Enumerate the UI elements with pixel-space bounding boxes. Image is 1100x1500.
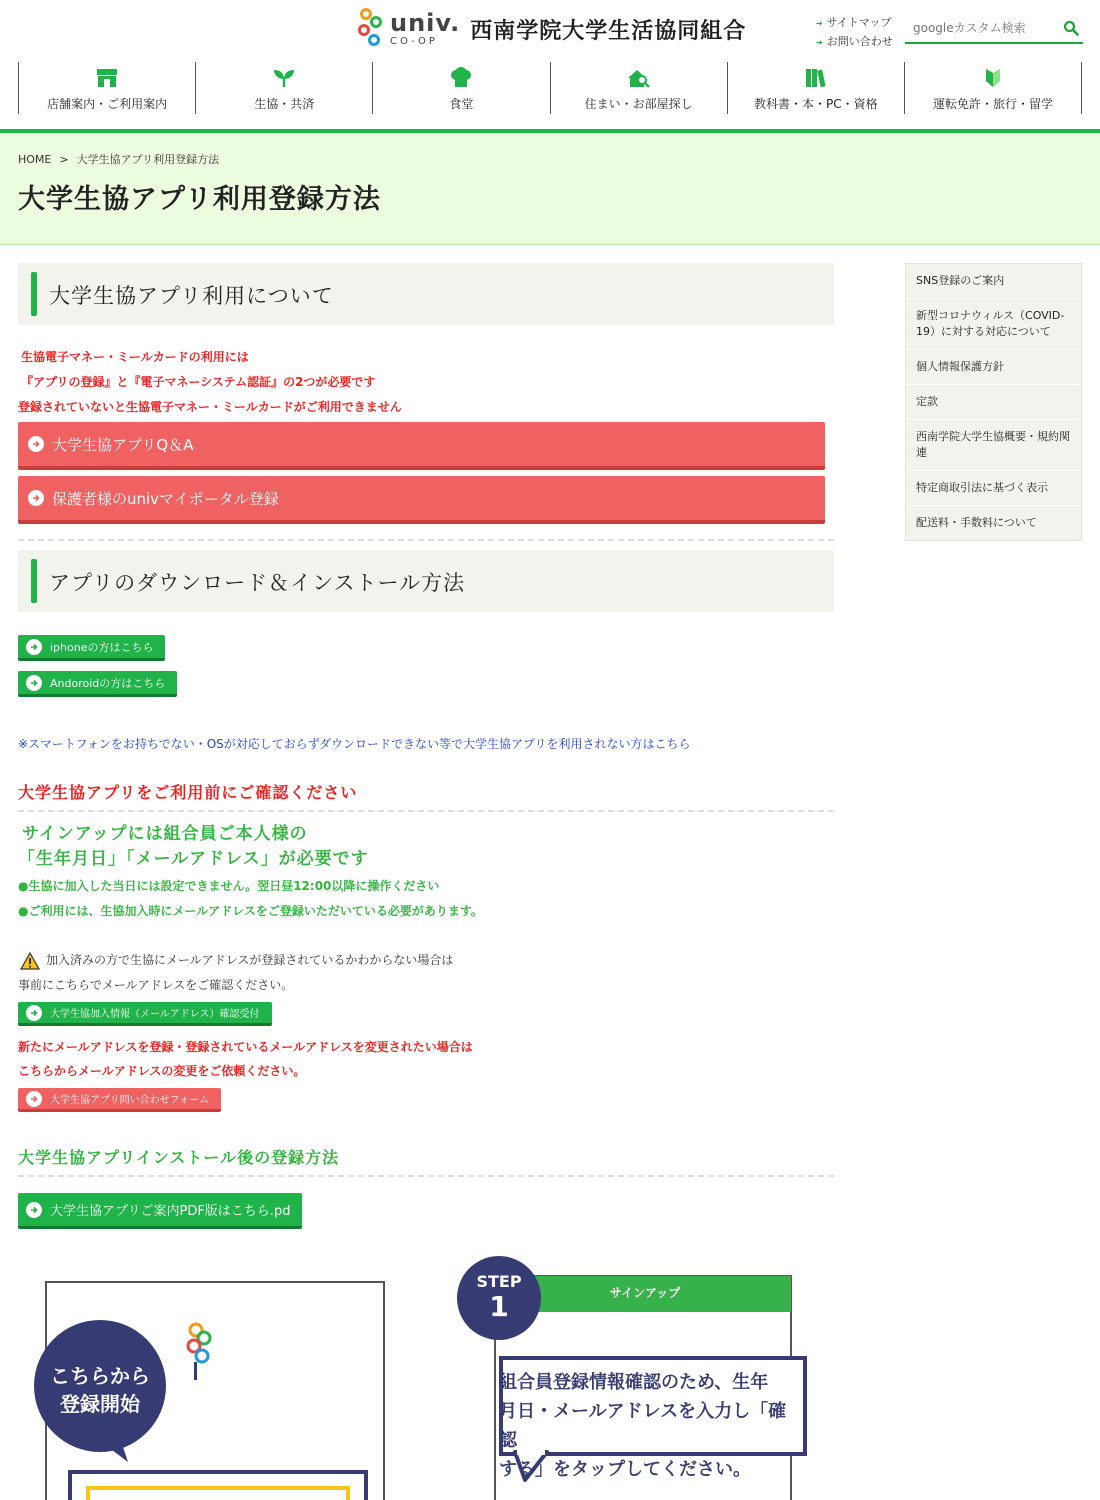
iphone-download-button[interactable] [18, 635, 165, 661]
nav-item-books[interactable] [727, 62, 904, 114]
membership-email-check-button[interactable] [18, 1002, 272, 1026]
step-title: サインアップ [609, 1286, 681, 1300]
signup-requirement: サインアップには組合員ご本人様の [22, 824, 308, 844]
start-registration-bubble [34, 1362, 166, 1418]
app-inquiry-form-button[interactable] [18, 1088, 221, 1112]
logo-word: univ. [390, 9, 461, 37]
beginner-mark-icon [981, 67, 1005, 89]
arrow-circle-icon [26, 1202, 42, 1218]
confirm-heading: 大学生協アプリをご利用前にご確認ください [18, 783, 358, 802]
email-change-notice: 新たにメールアドレスを登録・登録されているメールアドレスを変更されたい場合は [18, 1040, 473, 1054]
email-change-notice: こちらからメールアドレスの変更をご依頼ください。 [18, 1064, 306, 1078]
sidebar-item-overview[interactable]: 西南学院大学生協概要・規約関連 [906, 420, 1081, 471]
top-links [816, 14, 893, 52]
site-name: 西南学院大学生活協同組合 [470, 18, 747, 44]
breadcrumb-current: 大学生協アプリ利用登録方法 [76, 153, 220, 166]
breadcrumb-home[interactable]: HOME [18, 153, 52, 166]
sidebar-item-shipping[interactable]: 配送料・手数料について [916, 516, 1037, 529]
button-label: 大学生協アプリ問い合わせフォーム [50, 1095, 210, 1106]
arrow-circle-icon [28, 436, 44, 452]
button-label: iphoneの方はこちら [50, 640, 154, 654]
breadcrumb-separator: > [59, 153, 69, 166]
bubble-line: 登録開始 [60, 1392, 140, 1416]
sidebar-item-commerce-law[interactable]: 特定商取引法に基づく表示 [906, 471, 1081, 506]
nav-item-cafeteria[interactable] [372, 62, 549, 114]
nav-label: 生協・共済 [254, 97, 315, 111]
button-label: 大学生協アプリQ＆A [52, 435, 194, 454]
signup-instruction-bubble [499, 1368, 799, 1484]
coop-logo-icon [358, 8, 384, 50]
warning-icon [20, 952, 40, 970]
site-search [905, 14, 1083, 44]
arrow-circle-icon [26, 1005, 42, 1021]
section-heading-app-usage [18, 263, 834, 325]
sidebar-item-sns[interactable]: SNS登録のご案内 [906, 264, 1081, 299]
search-input[interactable] [905, 14, 1055, 42]
after-install-heading: 大学生協アプリインストール後の登録方法 [18, 1148, 340, 1167]
signup-requirement: 「生年月日」「メールアドレス」が必要です [18, 849, 369, 869]
nav-label: 住まい・お部屋探し [584, 97, 693, 111]
breadcrumb [18, 151, 219, 167]
bubble-line: こちらから [50, 1364, 150, 1388]
button-label: 大学生協アプリご案内PDF版はこちら.pd [50, 1204, 291, 1219]
search-icon[interactable] [1063, 20, 1079, 36]
guardian-portal-button[interactable] [18, 476, 825, 524]
section-title: アプリのダウンロード＆インストール方法 [49, 571, 466, 595]
site-logo[interactable] [358, 8, 746, 50]
warning-text: 加入済みの方で生協にメールアドレスが登録されているかわからない場合は [46, 953, 454, 967]
registration-start-illustration [30, 1280, 390, 1500]
no-smartphone-link[interactable]: ※スマートフォンをお持ちでない・OSが対応しておらずダウンロードできない等で大学生協アプリを利用されない方はこちら [18, 737, 691, 751]
nav-label: 食堂 [449, 97, 474, 111]
divider [18, 539, 834, 541]
sidebar-menu [905, 263, 1082, 541]
sprout-icon [272, 67, 296, 89]
warning-text: 事前にこちらでメールアドレスをご確認ください。 [18, 978, 294, 992]
contact-link[interactable]: ➔ お問い合わせ [816, 33, 893, 52]
page-title: 大学生協アプリ利用登録方法 [18, 184, 381, 215]
button-label: Andoroidの方はこちら [50, 676, 166, 690]
notice-line: 登録されていないと生協電子マネー・ミールカードがご利用できません [18, 400, 402, 414]
store-icon [95, 67, 119, 89]
section-heading-download [18, 550, 834, 612]
title-band [0, 133, 1100, 245]
bubble-line: する」をタップしてください。 [499, 1459, 751, 1480]
arrow-circle-icon [28, 490, 44, 506]
android-download-button[interactable] [18, 671, 177, 697]
sidebar-item-covid[interactable]: 新型コロナウィルス（COVID-19）に対する対応について [906, 299, 1081, 350]
sitemap-link[interactable]: ➔ サイトマップ [816, 14, 893, 33]
nav-item-housing[interactable] [550, 62, 727, 114]
chef-hat-icon [449, 67, 473, 89]
step-label: STEP [476, 1272, 522, 1291]
notice-line: 『アプリの登録』と『電子マネーシステム認証』の2つが必要です [21, 375, 376, 389]
nav-label: 運転免許・旅行・留学 [932, 97, 1053, 111]
notice-line: 生協電子マネー・ミールカードの利用には [21, 350, 249, 364]
logo-sub: CO-OP [390, 36, 438, 47]
nav-item-store[interactable] [18, 62, 195, 114]
sidebar-item-articles[interactable]: 定款 [906, 385, 1081, 420]
nav-item-coop-insurance[interactable] [195, 62, 372, 114]
sidebar-item-privacy[interactable]: 個人情報保護方針 [906, 350, 1081, 385]
site-header [0, 0, 1100, 130]
button-label: 保護者様のunivマイポータル登録 [52, 489, 279, 508]
arrow-circle-icon [26, 639, 42, 655]
nav-item-license-travel[interactable] [904, 62, 1082, 114]
main-nav [18, 62, 1082, 114]
nav-label: 店舗案内・ご利用案内 [47, 97, 168, 111]
bubble-line: 組合員登録情報確認のため、生年 [499, 1372, 769, 1393]
arrow-circle-icon [26, 675, 42, 691]
green-note: ●生協に加入した当日には設定できません。翌日昼12:00以降に操作ください [18, 879, 440, 893]
button-label: 大学生協加入情報（メールアドレス）確認受付 [50, 1009, 260, 1020]
nav-label: 教科書・本・PC・資格 [753, 97, 878, 111]
step-number: 1 [489, 1290, 509, 1323]
app-guide-pdf-button[interactable] [18, 1193, 302, 1229]
bubble-line: 月日・メールアドレスを入力し「確認 [499, 1401, 787, 1451]
section-title: 大学生協アプリ利用について [49, 284, 334, 308]
divider [18, 1175, 834, 1177]
divider [18, 810, 834, 812]
app-qa-button[interactable] [18, 422, 825, 470]
books-icon [804, 67, 828, 89]
house-search-icon [627, 67, 651, 89]
arrow-circle-icon [26, 1091, 42, 1107]
green-note: ●ご利用には、生協加入時にメールアドレスをご登録いただいている必要があります。 [18, 904, 483, 918]
signup-step-illustration [455, 1254, 815, 1500]
